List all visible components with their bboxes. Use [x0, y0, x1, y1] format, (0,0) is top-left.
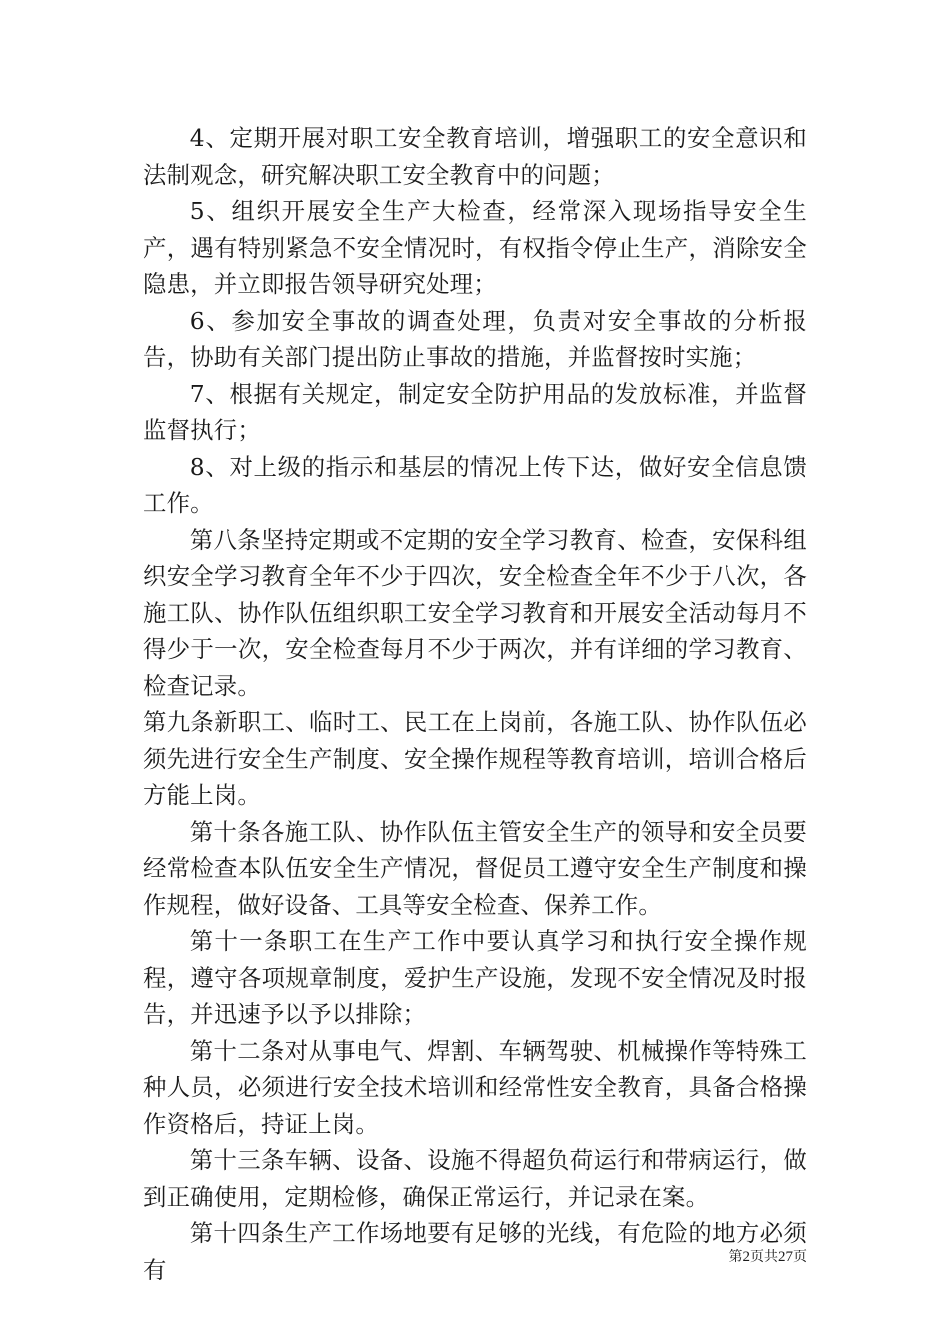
paragraph-item-4: 4、定期开展对职工安全教育培训，增强职工的安全意识和法制观念，研究解决职工安全教育中的问题；: [143, 124, 807, 189]
footer-suffix: 页: [793, 1249, 807, 1265]
paragraph-item-6: 6、参加安全事故的调查处理，负责对安全事故的分析报告，协助有关部门提出防止事故的措施，并监督按时实施；: [143, 306, 807, 371]
document-body: [143, 120, 807, 1288]
total-pages-number: 27: [778, 1249, 793, 1265]
paragraph-item-7: 7、根据有关规定，制定安全防护用品的发放标准，并监督监督执行；: [143, 379, 807, 444]
paragraph-article-11: 第十一条职工在生产工作中要认真学习和执行安全操作规程，遵守各项规章制度，爱护生产设施，发现不安全情况及时报告，并迅速予以予以排除；: [143, 927, 807, 1028]
paragraph-article-13: 第十三条车辆、设备、设施不得超负荷运行和带病运行，做到正确使用，定期检修，确保正常运行，并记录在案。: [143, 1146, 807, 1211]
paragraph-article-9: 第九条新职工、临时工、民工在上岗前，各施工队、协作队伍必须先进行安全生产制度、安全操作规程等教育培训，培训合格后方能上岗。: [143, 708, 807, 809]
footer-prefix: 第: [728, 1249, 743, 1265]
paragraph-article-10: 第十条各施工队、协作队伍主管安全生产的领导和安全员要经常检查本队伍安全生产情况，督促员工遵守安全生产制度和操作规程，做好设备、工具等安全检查、保养工作。: [143, 817, 807, 919]
paragraph-article-12: 第十二条对从事电气、焊割、车辆驾驶、机械操作等特殊工种人员，必须进行安全技术培训和经常性安全教育，具备合格操作资格后，持证上岗。: [143, 1036, 807, 1138]
paragraph-article-8: 第八条坚持定期或不定期的安全学习教育、检查，安保科组织安全学习教育全年不少于四次，安全检查全年不少于八次，各施工队、协作队伍组织职工安全学习教育和开展安全活动每月不得少于一次，安全检查每月不少于两次，并有详细的学习教育、检查记录。: [143, 525, 807, 700]
footer-middle: 页共: [750, 1249, 778, 1265]
page-number-footer: [0, 1246, 807, 1266]
current-page-number: 2: [742, 1249, 750, 1265]
paragraph-article-14: 第十四条生产工作场地要有足够的光线，有危险的地方必须有: [143, 1219, 807, 1284]
paragraph-item-5: 5、组织开展安全生产大检查，经常深入现场指导安全生产，遇有特别紧急不安全情况时，有权指令停止生产，消除安全隐患，并立即报告领导研究处理；: [143, 197, 807, 298]
paragraph-item-8: 8、对上级的指示和基层的情况上传下达，做好安全信息馈工作。: [143, 452, 807, 517]
